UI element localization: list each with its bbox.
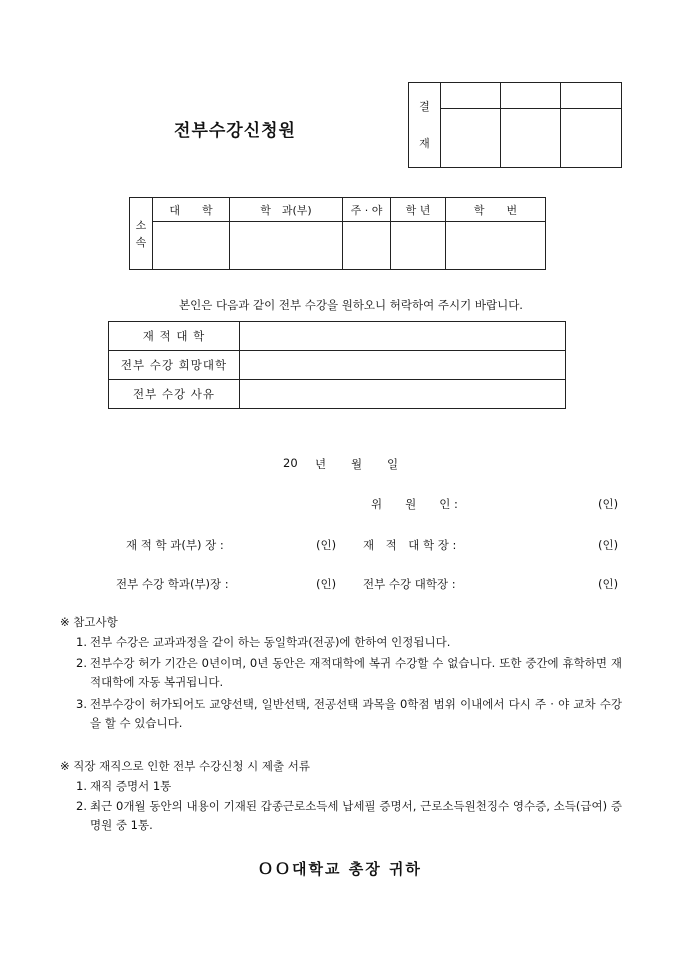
approval-sign-1[interactable] bbox=[441, 109, 501, 168]
approval-cell-3[interactable] bbox=[561, 83, 622, 109]
note-number: 3. bbox=[76, 697, 87, 711]
affiliation-side-label-top: 소 bbox=[135, 218, 147, 232]
info-table bbox=[108, 321, 566, 409]
target-college-field[interactable] bbox=[240, 351, 566, 380]
target-dean-label: 전부 수강 대학장 : bbox=[363, 577, 456, 591]
approval-box bbox=[408, 82, 622, 168]
header-department: 학 과(부) bbox=[230, 198, 343, 222]
note-item bbox=[76, 695, 622, 733]
note-text: 전부수강이 허가되어도 교양선택, 일반선택, 전공선택 과목을 0학점 범위 이내에서 다시 주 · 야 교차 수강을 할 수 있습니다. bbox=[90, 697, 622, 730]
reason-field[interactable] bbox=[240, 380, 566, 409]
applicant-seal[interactable]: (인) bbox=[598, 497, 619, 511]
approval-cell-2[interactable] bbox=[501, 83, 561, 109]
dean-label: 재 적 대 학 장 : bbox=[363, 538, 457, 552]
header-college: 대 학 bbox=[153, 198, 230, 222]
addressee: ＯＯ대학교 총장 귀하 bbox=[258, 860, 422, 878]
reason-label: 전부 수강 사유 bbox=[109, 380, 240, 409]
affiliation-side-label-bottom: 속 bbox=[135, 235, 147, 249]
approval-cell-1[interactable] bbox=[441, 83, 501, 109]
college-field[interactable] bbox=[153, 222, 230, 270]
target-college-label: 전부 수강 희망대학 bbox=[109, 351, 240, 380]
note-item bbox=[76, 633, 622, 652]
header-student-id: 학 번 bbox=[446, 198, 546, 222]
approval-label-top: 결 bbox=[419, 100, 430, 113]
target-dept-head-seal[interactable]: (인) bbox=[316, 577, 337, 591]
date-year: 20 bbox=[283, 456, 298, 470]
document-number: 1. bbox=[76, 779, 87, 793]
document-item bbox=[76, 777, 622, 796]
approval-label-bottom: 재 bbox=[419, 137, 430, 150]
document-text: 재직 증명서 1통 bbox=[90, 779, 172, 793]
note-number: 1. bbox=[76, 635, 87, 649]
student-id-field[interactable] bbox=[446, 222, 546, 270]
dept-head-label: 재 적 학 과(부) 장 : bbox=[126, 538, 224, 552]
form-title: 전부수강신청원 bbox=[174, 121, 296, 141]
note-text: 전부수강 허가 기간은 0년이며, 0년 동안은 재적대학에 복귀 수강할 수 없습니다. 또한 중간에 휴학하면 재적대학에 자동 복귀됩니다. bbox=[90, 656, 622, 689]
department-field[interactable] bbox=[230, 222, 343, 270]
approval-sign-3[interactable] bbox=[561, 109, 622, 168]
dean-seal[interactable]: (인) bbox=[598, 538, 619, 552]
date-day-unit: 일 bbox=[387, 457, 399, 471]
current-college-label: 재 적 대 학 bbox=[109, 322, 240, 351]
date-month-unit: 월 bbox=[351, 457, 363, 471]
document-text: 최근 0개월 동안의 내용이 기재된 갑종근로소득세 납세필 증명서, 근로소득원천징수 영수증, 소득(급여) 증명원 중 1통. bbox=[90, 799, 622, 832]
affiliation-table bbox=[129, 197, 546, 270]
grade-field[interactable] bbox=[391, 222, 446, 270]
note-text: 전부 수강은 교과과정을 같이 하는 동일학과(전공)에 한하여 인정됩니다. bbox=[90, 635, 451, 649]
target-dean-seal[interactable]: (인) bbox=[598, 577, 619, 591]
header-day-night: 주 · 야 bbox=[343, 198, 391, 222]
day-night-field[interactable] bbox=[343, 222, 391, 270]
approval-sign-2[interactable] bbox=[501, 109, 561, 168]
request-text: 본인은 다음과 같이 전부 수강을 원하오니 허락하여 주시기 바랍니다. bbox=[179, 298, 523, 312]
dept-head-seal[interactable]: (인) bbox=[316, 538, 337, 552]
header-grade: 학 년 bbox=[391, 198, 446, 222]
note-number: 2. bbox=[76, 656, 87, 670]
date-year-unit: 년 bbox=[315, 457, 327, 471]
approval-label bbox=[409, 83, 441, 168]
document-item bbox=[76, 797, 622, 835]
notes-title: ※ 참고사항 bbox=[60, 615, 118, 629]
applicant-label: 위 원 인 : bbox=[371, 497, 458, 511]
target-dept-head-label: 전부 수강 학과(부)장 : bbox=[116, 577, 229, 591]
affiliation-side-label bbox=[130, 198, 153, 270]
documents-title: ※ 직장 재직으로 인한 전부 수강신청 시 제출 서류 bbox=[60, 759, 310, 773]
document-number: 2. bbox=[76, 799, 87, 813]
note-item bbox=[76, 654, 622, 692]
current-college-field[interactable] bbox=[240, 322, 566, 351]
